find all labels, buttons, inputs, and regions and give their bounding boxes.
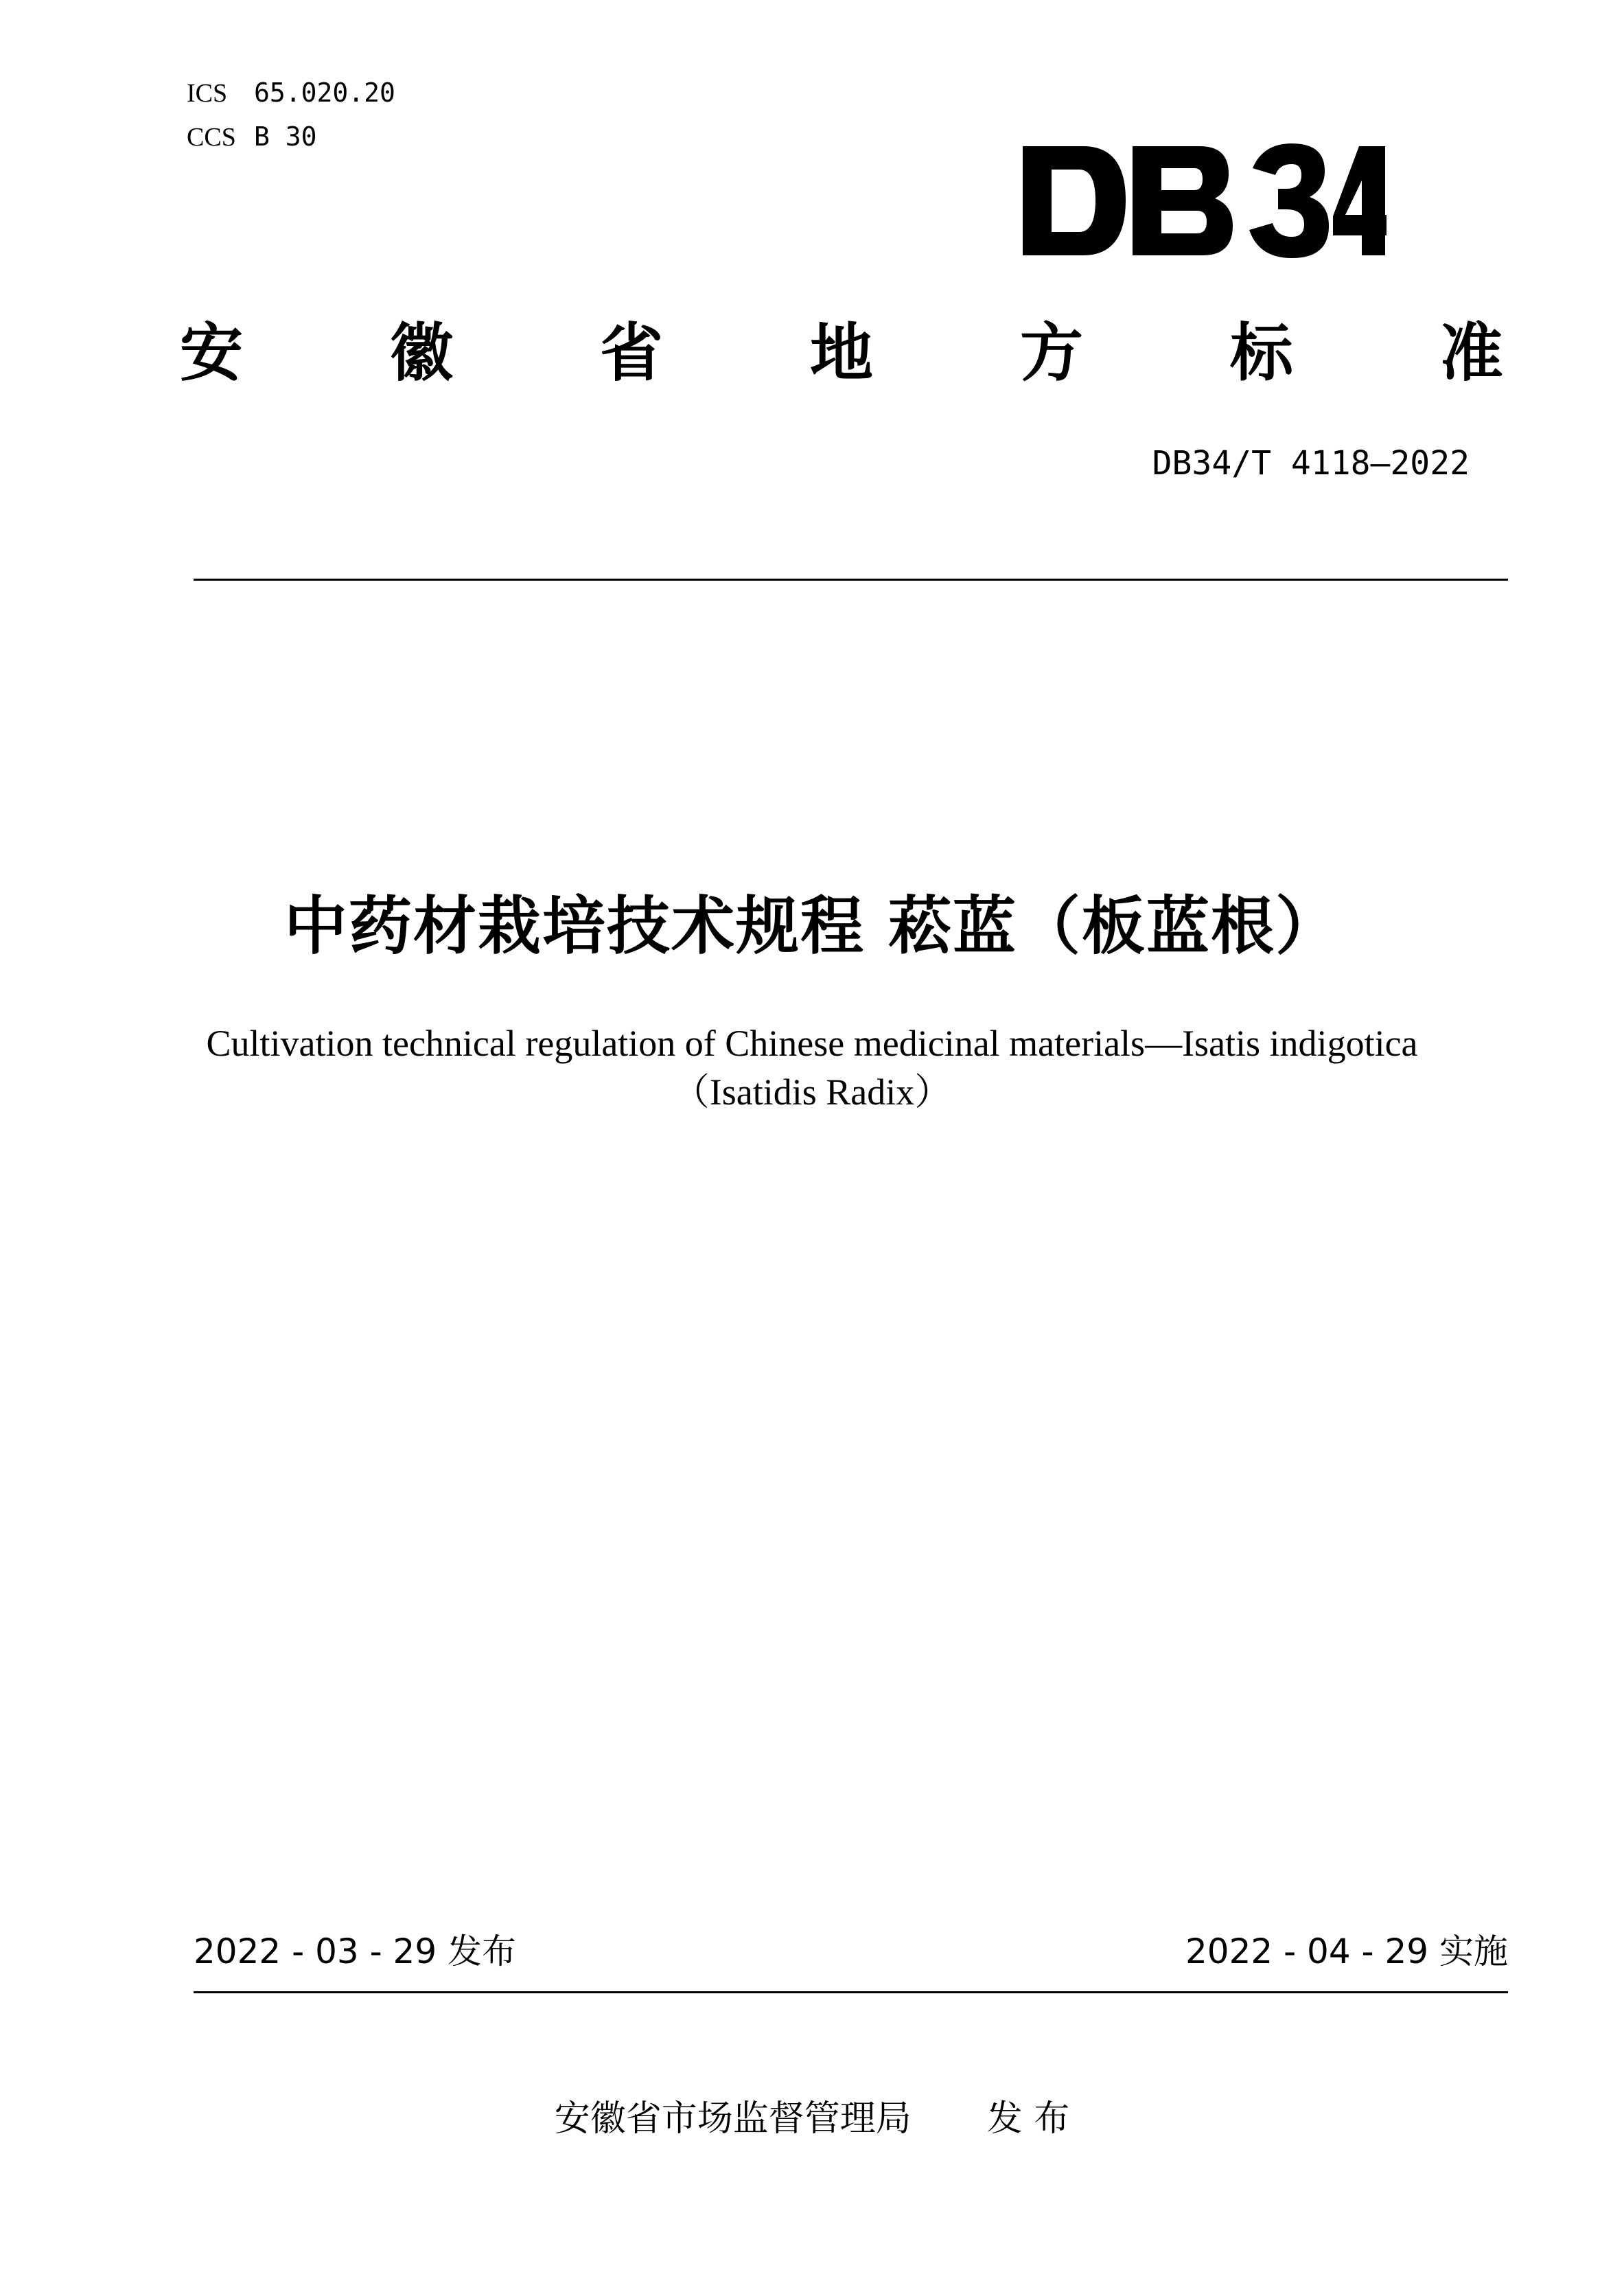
category-char: 省 [599, 316, 663, 390]
ics-label: ICS [187, 79, 228, 108]
issuer [0, 2095, 1624, 2143]
ics-code [187, 77, 395, 109]
implement-date: 2022 - 04 - 29 实施 [1185, 1932, 1508, 1971]
ics-value: 65.020.20 [254, 78, 395, 108]
footer-divider [194, 1991, 1508, 1993]
standard-number: DB34/T 4118—2022 [1152, 444, 1470, 483]
category-char: 标 [1229, 316, 1293, 390]
issuer-action: 发 布 [986, 2098, 1070, 2140]
standard-category-title [180, 316, 1503, 391]
issuer-organization: 安徽省市场监督管理局 [554, 2098, 912, 2140]
category-char: 安 [180, 316, 244, 390]
category-char: 地 [809, 316, 873, 390]
ccs-label: CCS [187, 123, 236, 152]
category-char: 徽 [389, 316, 453, 390]
document-title-english: Cultivation technical regulation of Chinese medicinal materials—Isatis indigotica [206, 1023, 1418, 1064]
document-title-chinese: 中药材栽培技术规程 菘蓝（板蓝根） [283, 890, 1341, 963]
category-char: 方 [1019, 316, 1083, 390]
document-title-english-latin: （Isatidis Radix） [672, 1071, 952, 1113]
ccs-value: B 30 [254, 121, 317, 152]
header-divider [194, 579, 1508, 581]
db34-logo [1023, 141, 1387, 261]
category-char: 准 [1439, 316, 1503, 390]
publish-date: 2022 - 03 - 29 发布 [194, 1932, 517, 1971]
ccs-code [187, 121, 317, 153]
